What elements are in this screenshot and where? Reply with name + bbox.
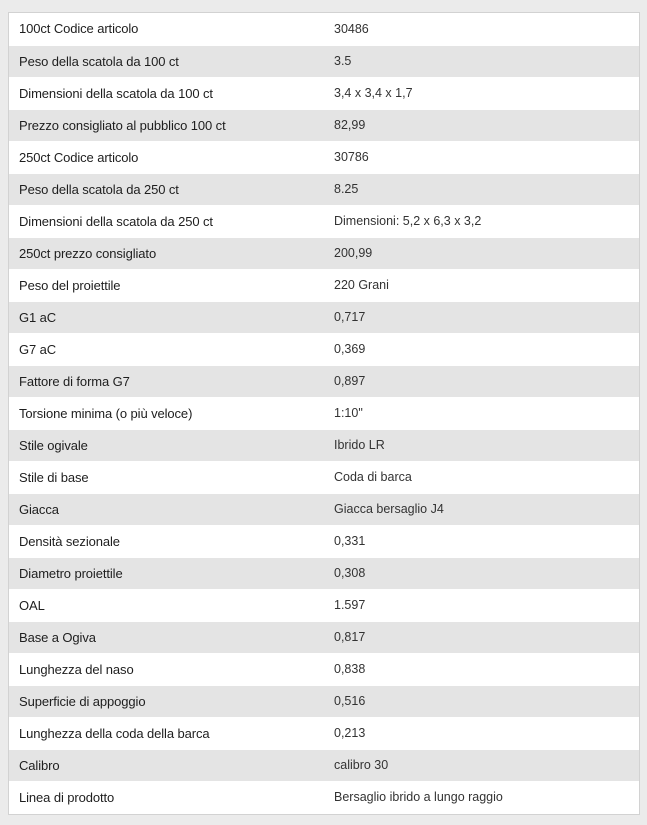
spec-value: 0,369 (324, 333, 639, 365)
table-row (9, 429, 639, 461)
table-row (9, 13, 639, 45)
spec-value: Bersaglio ibrido a lungo raggio (324, 781, 639, 813)
spec-value: 0,817 (324, 621, 639, 653)
table-row (9, 141, 639, 173)
spec-label: OAL (9, 589, 324, 621)
table-row (9, 45, 639, 77)
spec-value: Giacca bersaglio J4 (324, 493, 639, 525)
table-row (9, 557, 639, 589)
spec-label: Superficie di appoggio (9, 685, 324, 717)
spec-value: 8.25 (324, 173, 639, 205)
spec-label: Stile ogivale (9, 429, 324, 461)
spec-label: Dimensioni della scatola da 250 ct (9, 205, 324, 237)
table-row (9, 77, 639, 109)
spec-label: Diametro proiettile (9, 557, 324, 589)
spec-label: Densità sezionale (9, 525, 324, 557)
table-row (9, 781, 639, 813)
spec-value: 0,838 (324, 653, 639, 685)
spec-value: 1.597 (324, 589, 639, 621)
table-row (9, 525, 639, 557)
spec-value: 0,213 (324, 717, 639, 749)
spec-value: Ibrido LR (324, 429, 639, 461)
table-row (9, 365, 639, 397)
table-row (9, 109, 639, 141)
table-row (9, 621, 639, 653)
spec-label: Torsione minima (o più veloce) (9, 397, 324, 429)
table-row (9, 717, 639, 749)
table-row (9, 237, 639, 269)
spec-label: 250ct prezzo consigliato (9, 237, 324, 269)
table-row (9, 685, 639, 717)
spec-value: 0,308 (324, 557, 639, 589)
spec-label: Fattore di forma G7 (9, 365, 324, 397)
spec-label: Stile di base (9, 461, 324, 493)
table-row (9, 493, 639, 525)
table-row (9, 269, 639, 301)
spec-label: Calibro (9, 749, 324, 781)
table-row (9, 653, 639, 685)
spec-value: 0,897 (324, 365, 639, 397)
spec-label: Linea di prodotto (9, 781, 324, 813)
spec-table (9, 13, 639, 814)
spec-label: Dimensioni della scatola da 100 ct (9, 77, 324, 109)
table-row (9, 589, 639, 621)
spec-value: 3.5 (324, 45, 639, 77)
spec-value: 220 Grani (324, 269, 639, 301)
spec-value: 0,331 (324, 525, 639, 557)
spec-value: 200,99 (324, 237, 639, 269)
table-row (9, 397, 639, 429)
spec-label: Peso della scatola da 250 ct (9, 173, 324, 205)
spec-value: Coda di barca (324, 461, 639, 493)
spec-table-body (9, 13, 639, 813)
spec-value: 30786 (324, 141, 639, 173)
spec-table-container (8, 12, 640, 815)
spec-label: Prezzo consigliato al pubblico 100 ct (9, 109, 324, 141)
spec-label: 250ct Codice articolo (9, 141, 324, 173)
spec-label: G1 aC (9, 301, 324, 333)
spec-value: 3,4 x 3,4 x 1,7 (324, 77, 639, 109)
table-row (9, 205, 639, 237)
table-row (9, 461, 639, 493)
spec-label: Peso della scatola da 100 ct (9, 45, 324, 77)
spec-value: 0,516 (324, 685, 639, 717)
spec-label: 100ct Codice articolo (9, 13, 324, 45)
spec-value: 82,99 (324, 109, 639, 141)
spec-label: Giacca (9, 493, 324, 525)
spec-label: Lunghezza del naso (9, 653, 324, 685)
spec-value: Dimensioni: 5,2 x 6,3 x 3,2 (324, 205, 639, 237)
table-row (9, 301, 639, 333)
spec-label: Peso del proiettile (9, 269, 324, 301)
spec-value: calibro 30 (324, 749, 639, 781)
spec-label: G7 aC (9, 333, 324, 365)
spec-value: 1:10" (324, 397, 639, 429)
table-row (9, 173, 639, 205)
table-row (9, 333, 639, 365)
spec-value: 30486 (324, 13, 639, 45)
spec-label: Base a Ogiva (9, 621, 324, 653)
spec-label: Lunghezza della coda della barca (9, 717, 324, 749)
table-row (9, 749, 639, 781)
spec-value: 0,717 (324, 301, 639, 333)
